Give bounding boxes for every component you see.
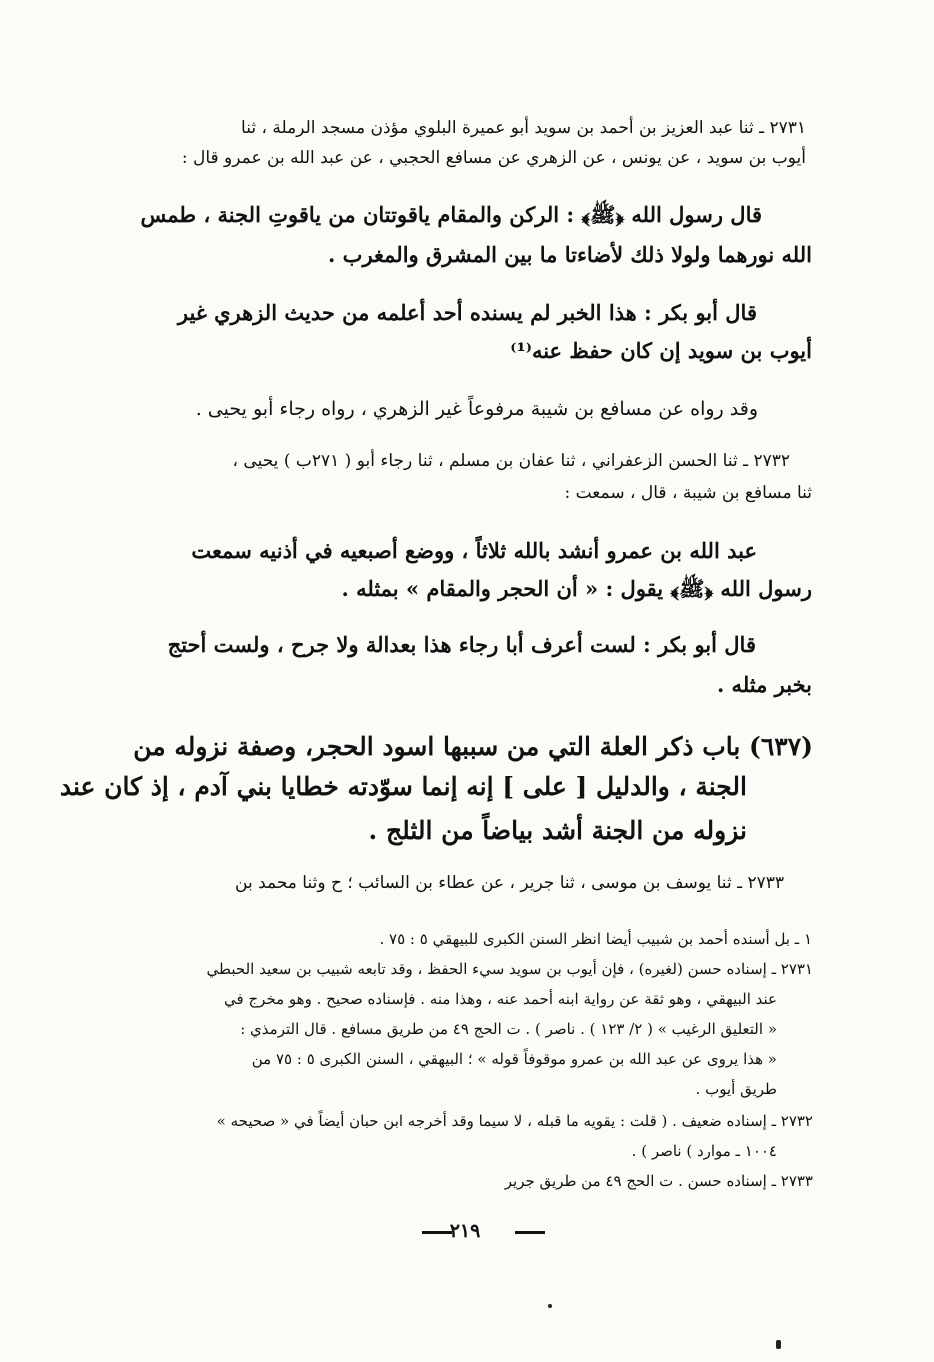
hadith-2731-comment-line-3: وقد رواه عن مسافع بن شيبة مرفوعاً غير الزهري ، رواه رجاء أبو يحيى . <box>195 398 758 420</box>
footnote-2732-line-1: ٢٧٣٢ ـ إسناده ضعيف . ( قلت : يقويه ما قبله ، لا سيما وقد أخرجه ابن حبان أيضاً في « صحيحه » <box>216 1112 813 1130</box>
footnote-2733: ٢٧٣٣ ـ إسناده حسن . ت الحج ٤٩ من طريق جرير <box>504 1172 813 1190</box>
footnote-2731-line-1: ٢٧٣١ ـ إسناده حسن (لغيره) ، فإن أيوب بن سويد سيء الحفظ ، وقد تابعه شبيب بن سعيد الحبطي <box>206 960 813 978</box>
scan-speck <box>776 1340 781 1349</box>
footnote-2731-line-5: طريق أيوب . <box>695 1080 777 1098</box>
hadith-2732-comment-line-2: بخبر مثله . <box>716 672 812 697</box>
chapter-heading-line-2: الجنة ، والدليل [ على ] إنه إنما سوّدته خطايا بني آدم ، إذ كان عند <box>59 772 747 801</box>
chapter-heading-line-3: نزوله من الجنة أشد بياضاً من الثلج . <box>368 816 747 845</box>
hadith-2731-comment-line-1: قال أبو بكر : هذا الخبر لم يسنده أحد أعلمه من حديث الزهري غير <box>177 300 757 325</box>
hadith-2731-text-line-1: قال رسول الله ﴿ﷺ﴾ : الركن والمقام ياقوتتان من ياقوتِ الجنة ، طمس <box>140 202 762 227</box>
hadith-2731-isnad-line-1: ٢٧٣١ ـ ثنا عبد العزيز بن أحمد بن سويد أبو عميرة البلوي مؤذن مسجد الرملة ، ثنا <box>241 118 806 138</box>
page-number-dash-right <box>515 1231 545 1234</box>
page-number: ٢١٩ <box>449 1220 481 1242</box>
footnote-2731-line-3: « التعليق الرغيب » ( ٢/ ١٢٣ ) . ناصر ) . ت الحج ٤٩ من طريق مسافع . قال الترمذي : <box>240 1020 777 1038</box>
hadith-2731-text-line-2: الله نورهما ولولا ذلك لأضاءتا ما بين المشرق والمغرب . <box>328 242 812 267</box>
hadith-2732-isnad-line-2: ثنا مسافع بن شيبة ، قال ، سمعت : <box>564 483 812 503</box>
hadith-2733-isnad-line-1: ٢٧٣٣ ـ ثنا يوسف بن موسى ، ثنا جرير ، عن عطاء بن السائب ؛ ح وثنا محمد بن <box>235 873 784 893</box>
footnote-2731-line-4: « هذا يروى عن عبد الله بن عمرو موقوفاً قوله » ؛ البيهقي ، السنن الكبرى ٥ : ٧٥ من <box>251 1050 777 1068</box>
chapter-heading-line-1: (٦٣٧) باب ذكر العلة التي من سببها اسود الحجر، وصفة نزوله من <box>133 732 813 761</box>
footnote-2732-line-2: ١٠٠٤ ـ موارد ) ناصر ) . <box>631 1142 777 1160</box>
hadith-2732-text-line-1: عبد الله بن عمرو أنشد بالله ثلاثاً ، ووضع أصبعيه في أذنيه سمعت <box>191 538 757 563</box>
hadith-2732-isnad-line-1: ٢٧٣٢ ـ ثنا الحسن الزعفراني ، ثنا عفان بن مسلم ، ثنا رجاء أبو ( ٢٧١ب ) يحيى ، <box>232 451 790 471</box>
hadith-2731-comment-line-2: أيوب بن سويد إن كان حفظ عنه⁽¹⁾ <box>510 338 812 363</box>
footnote-2731-line-2: عند البيهقي ، وهو ثقة عن رواية ابنه أحمد عنه ، وهذا منه . فإسناده صحيح . وهو مخرج في <box>224 990 777 1008</box>
hadith-2732-text-line-2: رسول الله ﴿ﷺ﴾ يقول : « أن الحجر والمقام » بمثله . <box>341 576 812 601</box>
scan-speck <box>548 1304 552 1308</box>
hadith-2732-comment-line-1: قال أبو بكر : لست أعرف أبا رجاء هذا بعدالة ولا جرح ، ولست أحتج <box>167 632 756 657</box>
footnote-1: ١ ـ بل أسنده أحمد بن شبيب أيضا انظر السنن الكبرى للبيهقي ٥ : ٧٥ . <box>379 930 812 948</box>
hadith-2731-isnad-line-2: أيوب بن سويد ، عن يونس ، عن الزهري عن مسافع الحجبي ، عن عبد الله بن عمرو قال : <box>181 148 806 168</box>
